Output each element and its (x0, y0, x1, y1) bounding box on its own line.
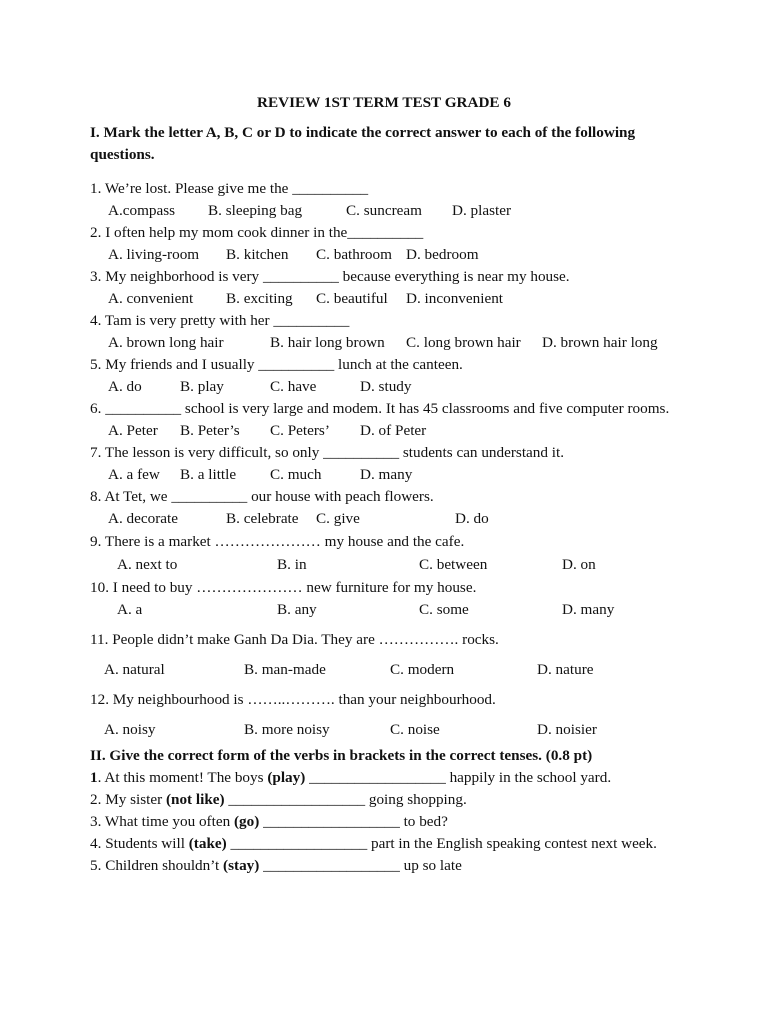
item-text: My sister (101, 791, 166, 808)
option-a: A. living-room (108, 246, 200, 263)
option-c: C. much (270, 466, 322, 483)
option-c: C. between (419, 556, 488, 573)
verb-prompt: (stay) (223, 857, 260, 874)
verb-item-4 (90, 833, 680, 855)
option-d: D. on (562, 556, 596, 573)
question-2: 2. I often help my mom cook dinner in the__________ (90, 224, 424, 241)
option-c: C. give (316, 510, 360, 527)
options-3 (90, 288, 690, 310)
option-d: D. study (360, 378, 412, 395)
option-c: C. some (419, 601, 469, 618)
option-a: A. a (117, 601, 143, 618)
item-text-end: __________________ happily in the school yard. (305, 769, 612, 786)
item-text-end: __________________ part in the English speaking contest next week. (226, 835, 657, 852)
option-a: A. a few (108, 466, 160, 483)
section-1-heading: I. Mark the letter A, B, C or D to indicate the correct answer to each of the following questions. (90, 124, 636, 163)
item-text-end: __________________ to bed? (259, 813, 448, 830)
option-b: B. man-made (244, 661, 326, 678)
verb-prompt: (not like) (165, 791, 225, 808)
question-4: 4. Tam is very pretty with her __________ (90, 312, 350, 329)
question-9: 9. There is a market ………………… my house and the cafe. (90, 533, 465, 550)
options-12 (90, 719, 690, 745)
item-text: Children shouldn’t (101, 857, 224, 874)
option-c: C. beautiful (316, 290, 388, 307)
option-b: B. hair long brown (270, 334, 385, 351)
verb-item-3 (90, 811, 690, 833)
option-a: A. next to (117, 556, 178, 573)
question-1: 1. We’re lost. Please give me the __________ (90, 180, 369, 197)
option-d: D. inconvenient (406, 290, 504, 307)
item-number: 4. (90, 835, 102, 852)
option-b: B. celebrate (226, 510, 299, 527)
options-8 (90, 508, 690, 530)
item-number: 1 (90, 769, 98, 786)
option-c: C. noise (390, 721, 440, 738)
option-b: B. in (277, 556, 307, 573)
worksheet-page (90, 92, 690, 877)
option-c: C. suncream (346, 202, 422, 219)
option-a: A. do (108, 378, 142, 395)
options-11 (90, 659, 690, 689)
options-2 (90, 244, 690, 266)
item-number: 3. (90, 813, 102, 830)
option-d: D. many (562, 601, 615, 618)
question-12: 12. My neighbourhood is ……..………. than your neighbourhood. (90, 691, 496, 708)
options-1 (90, 200, 690, 222)
option-d: D. brown hair long (542, 334, 658, 351)
option-a: A. natural (104, 661, 165, 678)
verb-item-5 (90, 855, 690, 877)
question-7: 7. The lesson is very difficult, so only __________ students can understand it. (90, 444, 564, 461)
question-5: 5. My friends and I usually __________ lunch at the canteen. (90, 356, 463, 373)
item-text: Students will (101, 835, 189, 852)
option-d: D. nature (537, 661, 594, 678)
verb-item-2 (90, 789, 690, 811)
item-number: 2. (90, 791, 102, 808)
option-a: A. brown long hair (108, 334, 224, 351)
option-c: C. have (270, 378, 317, 395)
option-b: B. sleeping bag (208, 202, 303, 219)
option-c: C. bathroom (316, 246, 392, 263)
option-b: B. play (180, 378, 224, 395)
option-d: D. plaster (452, 202, 512, 219)
option-c: C. modern (390, 661, 455, 678)
options-6 (90, 420, 690, 442)
item-text-end: __________________ up so late (259, 857, 462, 874)
option-b: B. a little (180, 466, 237, 483)
verb-prompt: (go) (233, 813, 260, 830)
item-text: . At this moment! The boys (97, 769, 268, 786)
question-6: 6. __________ school is very large and modem. It has 45 classrooms and five computer rooms. (90, 400, 670, 417)
option-a: A. noisy (104, 721, 156, 738)
option-b: B. more noisy (244, 721, 330, 738)
options-4 (90, 332, 690, 354)
option-d: D. noisier (537, 721, 597, 738)
option-b: B. Peter’s (180, 422, 240, 439)
options-10 (90, 599, 690, 625)
option-b: B. kitchen (226, 246, 289, 263)
options-9 (90, 554, 690, 578)
item-text: What time you often (101, 813, 234, 830)
option-d: D. bedroom (406, 246, 479, 263)
verb-item-1 (90, 767, 690, 789)
question-10: 10. I need to buy ………………… new furniture for my house. (90, 579, 477, 596)
question-8: 8. At Tet, we __________ our house with peach flowers. (90, 488, 434, 505)
option-c: C. Peters’ (270, 422, 330, 439)
option-a: A. convenient (108, 290, 194, 307)
section-2-heading: II. Give the correct form of the verbs in brackets in the correct tenses. (0.8 pt) (90, 747, 593, 764)
question-11: 11. People didn’t make Ganh Da Dia. They are ……………. rocks. (90, 631, 499, 648)
option-d: D. of Peter (360, 422, 427, 439)
option-a: A. Peter (108, 422, 158, 439)
page-title: REVIEW 1ST TERM TEST GRADE 6 (257, 94, 511, 111)
question-3: 3. My neighborhood is very __________ because everything is near my house. (90, 268, 570, 285)
options-5 (90, 376, 690, 398)
verb-prompt: (play) (267, 769, 306, 786)
options-7 (90, 464, 690, 486)
option-d: D. do (455, 510, 489, 527)
option-b: B. any (277, 601, 317, 618)
option-a: A. decorate (108, 510, 178, 527)
option-c: C. long brown hair (406, 334, 521, 351)
item-text-end: __________________ going shopping. (224, 791, 467, 808)
option-d: D. many (360, 466, 413, 483)
option-b: B. exciting (226, 290, 293, 307)
verb-prompt: (take) (188, 835, 227, 852)
option-a: A.compass (108, 202, 176, 219)
item-number: 5. (90, 857, 102, 874)
